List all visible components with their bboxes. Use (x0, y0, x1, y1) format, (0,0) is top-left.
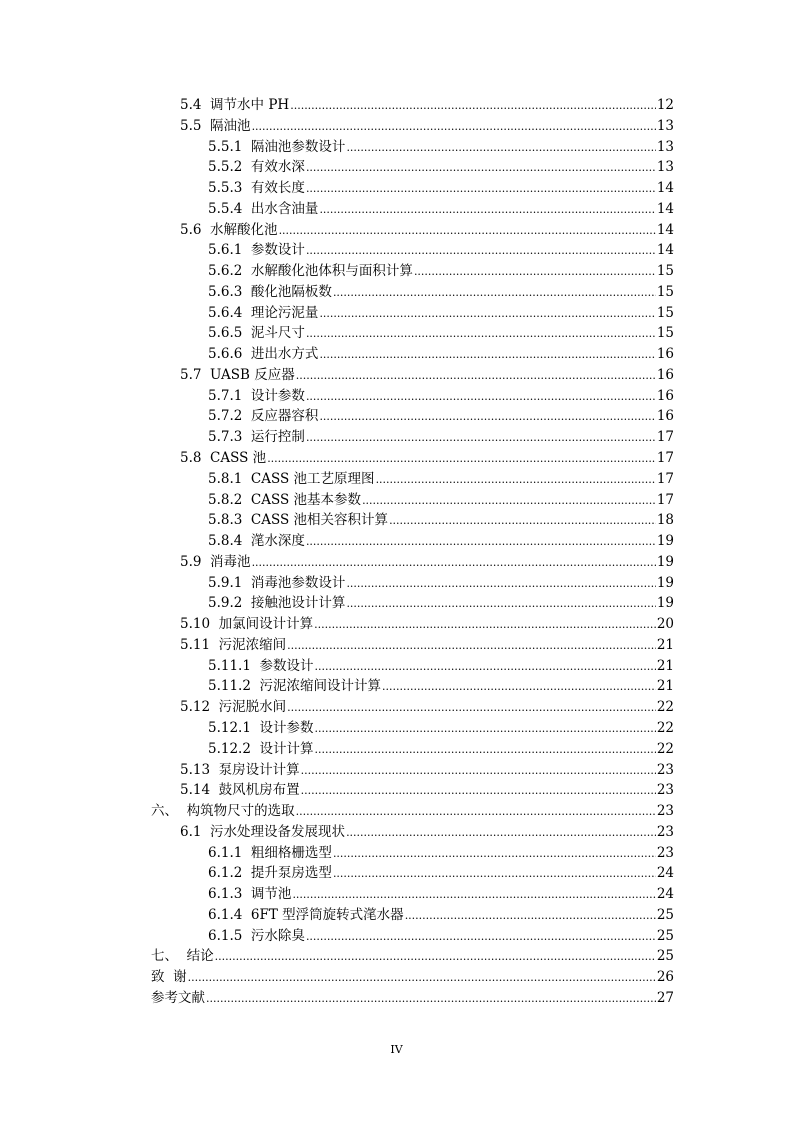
toc-entry-title: 6.1.4 6FT 型浮筒旋转式滗水器 (208, 906, 404, 923)
toc-entry[interactable] (208, 843, 674, 865)
table-of-contents (0, 95, 793, 1009)
toc-entry[interactable] (208, 573, 674, 595)
toc-page-number: 22 (656, 719, 674, 736)
toc-dot-leader (287, 636, 656, 657)
toc-entry[interactable] (180, 780, 674, 802)
toc-row[interactable] (0, 635, 793, 656)
toc-entry-title: 六、 构筑物尺寸的选取 (151, 803, 295, 820)
toc-row[interactable] (0, 199, 793, 220)
toc-row[interactable] (0, 593, 793, 614)
toc-dot-leader (306, 179, 656, 200)
toc-entry[interactable] (208, 676, 674, 698)
toc-entry-title: 5.11.1 参数设计 (208, 657, 314, 674)
toc-dot-leader (376, 470, 656, 491)
toc-page-number: 16 (656, 387, 674, 404)
toc-dot-leader (319, 200, 655, 221)
toc-page-number: 13 (656, 138, 674, 155)
toc-dot-leader (314, 615, 656, 636)
toc-row[interactable] (0, 552, 793, 573)
toc-dot-leader (315, 740, 656, 761)
toc-entry-title: 5.5 隔油池 (180, 117, 251, 134)
toc-row[interactable] (0, 739, 793, 760)
toc-page-number: 14 (656, 180, 674, 197)
toc-entry-title: 致 谢 (151, 969, 187, 986)
toc-row[interactable] (0, 178, 793, 199)
toc-row[interactable] (0, 344, 793, 365)
toc-row[interactable] (0, 157, 793, 178)
toc-entry-title: 5.7 UASB 反应器 (180, 366, 295, 383)
toc-entry-title: 5.5.3 有效长度 (208, 180, 305, 197)
toc-row[interactable] (0, 303, 793, 324)
toc-entry-title: 5.5.1 隔油池参数设计 (208, 138, 346, 155)
toc-page-number: 20 (656, 616, 674, 633)
toc-entry[interactable] (208, 884, 674, 906)
toc-page-number: 13 (656, 159, 674, 176)
toc-entry-title: 5.12 污泥脱水间 (180, 699, 287, 716)
toc-dot-leader (319, 304, 655, 325)
toc-entry[interactable] (208, 199, 674, 221)
toc-dot-leader (306, 241, 656, 262)
toc-page-number: 21 (656, 636, 674, 653)
toc-entry[interactable] (208, 739, 674, 761)
toc-entry-title: 5.9.2 接触池设计计算 (208, 595, 346, 612)
toc-dot-leader (252, 117, 656, 138)
toc-row[interactable] (0, 448, 793, 469)
toc-entry-title: 5.5.2 有效水深 (208, 159, 305, 176)
toc-entry[interactable] (180, 116, 674, 138)
toc-page-number: 17 (656, 450, 674, 467)
toc-dot-leader (267, 449, 656, 470)
toc-page-number: 14 (656, 200, 674, 217)
toc-entry[interactable] (180, 220, 674, 242)
toc-entry-title: 5.7.1 设计参数 (208, 387, 305, 404)
toc-entry[interactable] (208, 863, 674, 885)
toc-row[interactable] (0, 240, 793, 261)
toc-row[interactable] (0, 406, 793, 427)
toc-entry-title: 5.5.4 出水含油量 (208, 200, 319, 217)
toc-page-number: 22 (656, 740, 674, 757)
toc-page-number: 21 (656, 678, 674, 695)
toc-page-number: 16 (656, 346, 674, 363)
toc-page-number: 15 (656, 263, 674, 280)
toc-dot-leader (319, 407, 655, 428)
toc-entry[interactable] (208, 427, 674, 449)
toc-row[interactable] (0, 884, 793, 905)
toc-row[interactable] (0, 676, 793, 697)
toc-dot-leader (279, 221, 656, 242)
toc-dot-leader (301, 781, 656, 802)
toc-page-number: 16 (656, 366, 674, 383)
toc-entry[interactable] (151, 801, 674, 823)
toc-page-number: 26 (656, 969, 674, 986)
toc-page-number: 19 (656, 553, 674, 570)
toc-page-number: 27 (656, 989, 674, 1006)
toc-entry-title: 6.1.1 粗细格栅选型 (208, 844, 332, 861)
toc-entry[interactable] (208, 240, 674, 262)
toc-entry[interactable] (208, 344, 674, 366)
toc-page-number: 17 (656, 470, 674, 487)
toc-row[interactable] (0, 220, 793, 241)
toc-page-number: 19 (656, 574, 674, 591)
toc-entry-title: 5.6 水解酸化池 (180, 221, 278, 238)
toc-entry[interactable] (180, 635, 674, 657)
toc-dot-leader (382, 677, 656, 698)
toc-row[interactable] (0, 760, 793, 781)
toc-entry[interactable] (208, 178, 674, 200)
toc-entry[interactable] (208, 137, 674, 159)
page-number: IV (390, 1043, 403, 1056)
toc-entry[interactable] (208, 490, 674, 512)
toc-page-number: 23 (656, 761, 674, 778)
toc-dot-leader (296, 366, 656, 387)
toc-dot-leader (306, 532, 656, 553)
toc-row[interactable] (0, 116, 793, 137)
toc-dot-leader (346, 823, 656, 844)
toc-dot-leader (333, 844, 656, 865)
toc-entry[interactable] (208, 656, 674, 678)
toc-entry-title: 5.8.2 CASS 池基本参数 (208, 491, 362, 508)
toc-page-number: 23 (656, 844, 674, 861)
toc-row[interactable] (0, 988, 793, 1009)
toc-entry[interactable] (180, 697, 674, 719)
toc-entry-title: 参考文献 (151, 989, 205, 1006)
toc-entry[interactable] (208, 157, 674, 179)
toc-entry-title: 5.4 调节水中 PH (180, 97, 290, 113)
toc-row[interactable] (0, 863, 793, 884)
toc-entry[interactable] (208, 282, 674, 304)
toc-entry[interactable] (208, 531, 674, 553)
toc-entry[interactable] (208, 323, 674, 345)
toc-entry-title: 5.8 CASS 池 (180, 450, 267, 467)
toc-entry[interactable] (180, 760, 674, 782)
toc-row[interactable] (0, 967, 793, 988)
toc-entry-title: 5.7.2 反应器容积 (208, 408, 319, 425)
toc-row[interactable] (0, 905, 793, 926)
toc-dot-leader (333, 283, 656, 304)
toc-page-number: 19 (656, 595, 674, 612)
toc-dot-leader (306, 428, 656, 449)
toc-entry-title: 5.11 污泥浓缩间 (180, 636, 287, 653)
toc-entry[interactable] (180, 365, 674, 387)
toc-entry-title: 5.12.2 设计计算 (208, 740, 314, 757)
toc-entry[interactable] (208, 718, 674, 740)
toc-page-number: 18 (656, 512, 674, 529)
toc-entry-title: 6.1.3 调节池 (208, 886, 292, 903)
toc-entry[interactable] (208, 593, 674, 615)
toc-dot-leader (346, 594, 655, 615)
toc-row[interactable] (0, 801, 793, 822)
toc-entry-title: 5.12.1 设计参数 (208, 719, 314, 736)
toc-row[interactable] (0, 822, 793, 843)
toc-page-number: 23 (656, 803, 674, 820)
toc-dot-leader (315, 719, 656, 740)
toc-row[interactable] (0, 427, 793, 448)
toc-entry-title: 5.6.4 理论污泥量 (208, 304, 319, 321)
toc-entry[interactable] (208, 926, 674, 948)
toc-row[interactable] (0, 386, 793, 407)
toc-entry[interactable] (208, 510, 674, 532)
toc-row[interactable] (0, 261, 793, 282)
toc-dot-leader (306, 324, 656, 345)
toc-dot-leader (319, 345, 655, 366)
toc-dot-leader (252, 553, 656, 574)
toc-entry[interactable] (151, 988, 674, 1010)
toc-dot-leader (346, 138, 655, 159)
toc-entry-title: 5.9 消毒池 (180, 553, 251, 570)
toc-page-number: 15 (656, 283, 674, 300)
toc-page-number: 21 (656, 657, 674, 674)
toc-row[interactable] (0, 490, 793, 511)
toc-row[interactable] (0, 469, 793, 490)
toc-row[interactable] (0, 718, 793, 739)
toc-entry-title: 6.1.2 提升泵房选型 (208, 865, 332, 882)
toc-page-number: 23 (656, 823, 674, 840)
toc-row[interactable] (0, 510, 793, 531)
toc-row[interactable] (0, 531, 793, 552)
toc-dot-leader (414, 262, 656, 283)
toc-entry-title: 5.6.2 水解酸化池体积与面积计算 (208, 263, 413, 280)
toc-row[interactable] (0, 614, 793, 635)
toc-row[interactable] (0, 946, 793, 967)
toc-dot-leader (315, 657, 656, 678)
toc-page-number: 17 (656, 491, 674, 508)
toc-entry[interactable] (208, 905, 674, 927)
toc-entry[interactable] (180, 822, 674, 844)
toc-page-number: 22 (656, 699, 674, 716)
toc-entry-title: 6.1 污水处理设备发展现状 (180, 823, 346, 840)
toc-row[interactable] (0, 323, 793, 344)
toc-page-number: 19 (656, 533, 674, 550)
toc-page-number: 15 (656, 304, 674, 321)
toc-dot-leader (206, 989, 656, 1010)
toc-dot-leader (296, 802, 656, 823)
toc-entry-title: 5.11.2 污泥浓缩间设计计算 (208, 678, 382, 695)
toc-dot-leader (292, 885, 655, 906)
toc-dot-leader (306, 158, 656, 179)
toc-entry-title: 七、 结论 (151, 948, 214, 965)
toc-page-number: 25 (656, 948, 674, 965)
toc-entry[interactable] (208, 386, 674, 408)
toc-page-number: 14 (656, 221, 674, 238)
toc-dot-leader (333, 864, 656, 885)
toc-dot-leader (287, 698, 656, 719)
toc-entry-title: 6.1.5 污水除臭 (208, 927, 305, 944)
toc-entry[interactable] (208, 406, 674, 428)
toc-entry[interactable] (208, 469, 674, 491)
toc-entry-title: 5.8.1 CASS 池工艺原理图 (208, 470, 375, 487)
toc-entry[interactable] (180, 614, 674, 636)
toc-entry[interactable] (208, 261, 674, 283)
toc-row[interactable] (0, 137, 793, 158)
toc-entry-title: 5.9.1 消毒池参数设计 (208, 574, 346, 591)
toc-page-number: 25 (656, 906, 674, 923)
toc-row[interactable] (0, 573, 793, 594)
toc-row[interactable] (0, 95, 793, 116)
toc-entry-title: 5.10 加氯间设计计算 (180, 616, 314, 633)
toc-entry-title: 5.6.3 酸化池隔板数 (208, 283, 332, 300)
toc-entry[interactable] (180, 95, 674, 117)
toc-dot-leader (290, 96, 656, 117)
toc-page-number: 24 (656, 865, 674, 882)
toc-row[interactable] (0, 843, 793, 864)
toc-page-number: 14 (656, 242, 674, 259)
toc-page-number: 17 (656, 429, 674, 446)
toc-entry[interactable] (208, 303, 674, 325)
toc-entry[interactable] (151, 946, 674, 968)
toc-dot-leader (346, 574, 655, 595)
toc-dot-leader (306, 387, 656, 408)
toc-dot-leader (188, 968, 656, 989)
toc-entry[interactable] (151, 967, 674, 989)
toc-page-number: 15 (656, 325, 674, 342)
toc-dot-leader (301, 761, 656, 782)
toc-row[interactable] (0, 656, 793, 677)
toc-entry-title: 5.13 泵房设计计算 (180, 761, 300, 778)
toc-entry-title: 5.8.4 滗水深度 (208, 533, 305, 550)
toc-row[interactable] (0, 780, 793, 801)
toc-page-number: 13 (656, 117, 674, 134)
toc-page-number: 12 (656, 97, 674, 113)
toc-row[interactable] (0, 926, 793, 947)
toc-page-number: 23 (656, 782, 674, 799)
toc-entry-title: 5.8.3 CASS 池相关容积计算 (208, 512, 389, 529)
toc-entry-title: 5.6.6 进出水方式 (208, 346, 319, 363)
toc-row[interactable] (0, 282, 793, 303)
toc-dot-leader (306, 927, 656, 948)
toc-dot-leader (215, 947, 656, 968)
toc-entry[interactable] (180, 552, 674, 574)
toc-entry-title: 5.7.3 运行控制 (208, 429, 305, 446)
toc-dot-leader (389, 511, 656, 532)
toc-entry-title: 5.6.5 泥斗尺寸 (208, 325, 305, 342)
toc-row[interactable] (0, 697, 793, 718)
toc-page-number: 24 (656, 886, 674, 903)
toc-page-number: 25 (656, 927, 674, 944)
toc-entry[interactable] (180, 448, 674, 470)
toc-entry-title: 5.6.1 参数设计 (208, 242, 305, 259)
toc-dot-leader (362, 491, 656, 512)
toc-entry-title: 5.14 鼓风机房布置 (180, 782, 300, 799)
toc-dot-leader (405, 906, 656, 927)
toc-row[interactable] (0, 365, 793, 386)
toc-page-number: 16 (656, 408, 674, 425)
